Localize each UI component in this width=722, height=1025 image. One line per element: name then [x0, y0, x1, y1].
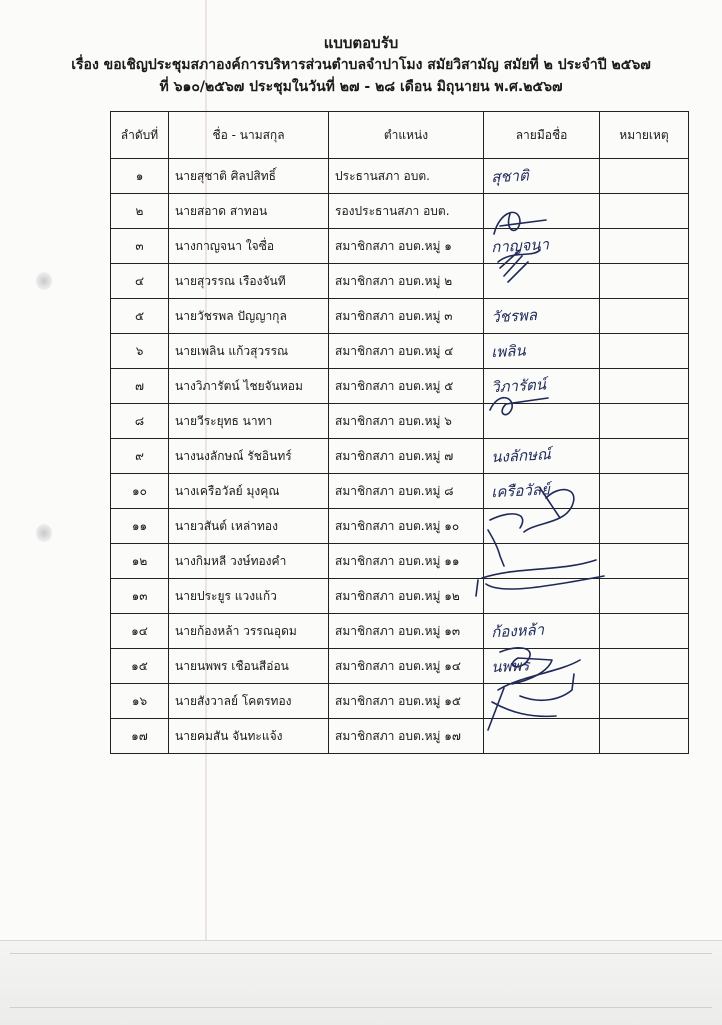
note-cell	[600, 369, 689, 404]
header-note: หมายเหตุ	[600, 112, 689, 159]
member-position: ประธานสภา อบต.	[329, 159, 484, 194]
member-position: สมาชิกสภา อบต.หมู่ ๘	[329, 474, 484, 509]
reference-line: ที่ ๖๑๐/๒๕๖๗ ประชุมในวันที่ ๒๗ - ๒๘ เดือน มิถุนายน พ.ศ.๒๕๖๗	[159, 79, 563, 95]
handwritten-signature: สุชาติ	[490, 166, 530, 187]
note-cell	[600, 264, 689, 299]
row-number: ๒	[111, 194, 169, 229]
signature-cell	[484, 474, 600, 509]
handwritten-signature: กาญจนา	[490, 235, 550, 257]
note-cell	[600, 509, 689, 544]
row-number: ๑๖	[111, 684, 169, 719]
attendance-table	[110, 111, 689, 754]
member-position: สมาชิกสภา อบต.หมู่ ๖	[329, 404, 484, 439]
row-number: ๑๓	[111, 579, 169, 614]
member-name: นายคมสัน จันทะแจ้ง	[169, 719, 329, 754]
member-name: นางกิมหลี วงษ์ทองคำ	[169, 544, 329, 579]
handwritten-signature: วิภารัตน์	[490, 375, 547, 397]
member-position: สมาชิกสภา อบต.หมู่ ๔	[329, 334, 484, 369]
note-cell	[600, 544, 689, 579]
member-name: นายสุชาติ ศิลปสิทธิ์	[169, 159, 329, 194]
header-name: ชื่อ - นามสกุล	[169, 112, 329, 159]
member-position: สมาชิกสภา อบต.หมู่ ๓	[329, 299, 484, 334]
signature-cell	[484, 369, 600, 404]
row-number: ๑๕	[111, 649, 169, 684]
handwritten-signature: วัชรพล	[490, 305, 538, 327]
member-name: นางวิภารัตน์ ไชยจันหอม	[169, 369, 329, 404]
note-cell	[600, 579, 689, 614]
row-number: ๑๒	[111, 544, 169, 579]
row-number: ๕	[111, 299, 169, 334]
member-position: สมาชิกสภา อบต.หมู่ ๑๓	[329, 614, 484, 649]
signature-cell	[484, 334, 600, 369]
signature-cell	[484, 719, 600, 754]
member-position: รองประธานสภา อบต.	[329, 194, 484, 229]
note-cell	[600, 159, 689, 194]
table-row	[111, 404, 689, 439]
member-name: นางกาญจนา ใจซื่อ	[169, 229, 329, 264]
signature-cell	[484, 614, 600, 649]
row-number: ๑๔	[111, 614, 169, 649]
member-position: สมาชิกสภา อบต.หมู่ ๒	[329, 264, 484, 299]
signature-cell	[484, 649, 600, 684]
scan-bottom-edge	[0, 940, 722, 1025]
note-cell	[600, 614, 689, 649]
row-number: ๗	[111, 369, 169, 404]
row-number: ๙	[111, 439, 169, 474]
table-row	[111, 369, 689, 404]
table-row	[111, 579, 689, 614]
member-name: นายนพพร เชือนสีอ่อน	[169, 649, 329, 684]
note-cell	[600, 439, 689, 474]
signature-cell	[484, 229, 600, 264]
member-position: สมาชิกสภา อบต.หมู่ ๕	[329, 369, 484, 404]
signature-cell	[484, 684, 600, 719]
member-name: นายสังวาลย์ โคตรทอง	[169, 684, 329, 719]
row-number: ๘	[111, 404, 169, 439]
table-row	[111, 439, 689, 474]
member-name: นายวัชรพล ปัญญากุล	[169, 299, 329, 334]
table-row	[111, 334, 689, 369]
note-cell	[600, 649, 689, 684]
table-row	[111, 614, 689, 649]
table-row	[111, 544, 689, 579]
member-position: สมาชิกสภา อบต.หมู่ ๗	[329, 439, 484, 474]
row-number: ๑๐	[111, 474, 169, 509]
note-cell	[600, 404, 689, 439]
row-number: ๓	[111, 229, 169, 264]
member-position: สมาชิกสภา อบต.หมู่ ๑๐	[329, 509, 484, 544]
row-number: ๖	[111, 334, 169, 369]
member-position: สมาชิกสภา อบต.หมู่ ๑๗	[329, 719, 484, 754]
member-position: สมาชิกสภา อบต.หมู่ ๑๕	[329, 684, 484, 719]
member-name: นางนงลักษณ์ รัชอินทร์	[169, 439, 329, 474]
member-name: นายเพลิน แก้วสุวรรณ	[169, 334, 329, 369]
subject-line: เรื่อง ขอเชิญประชุมสภาองค์การบริหารส่วนตำบลจำปาโมง สมัยวิสามัญ สมัยที่ ๒ ประจำปี ๒๕๖๗	[71, 57, 651, 73]
signature-cell	[484, 404, 600, 439]
table-row	[111, 194, 689, 229]
table-row	[111, 299, 689, 334]
signature-cell	[484, 544, 600, 579]
member-position: สมาชิกสภา อบต.หมู่ ๑๒	[329, 579, 484, 614]
header-signature: ลายมือชื่อ	[484, 112, 600, 159]
signature-cell	[484, 159, 600, 194]
punch-hole	[36, 272, 52, 290]
member-name: นายสุวรรณ เรืองจันที	[169, 264, 329, 299]
signature-cell	[484, 299, 600, 334]
note-cell	[600, 194, 689, 229]
note-cell	[600, 299, 689, 334]
member-position: สมาชิกสภา อบต.หมู่ ๑๔	[329, 649, 484, 684]
handwritten-signature: เครือวัลย์	[490, 480, 551, 502]
member-position: สมาชิกสภา อบต.หมู่ ๑๑	[329, 544, 484, 579]
member-name: นายวสันต์ เหล่าทอง	[169, 509, 329, 544]
table-row	[111, 509, 689, 544]
member-name: นายประยูร แวงแก้ว	[169, 579, 329, 614]
table-row	[111, 264, 689, 299]
handwritten-signature: นพพร	[490, 656, 530, 677]
handwritten-signature: นงลักษณ์	[490, 445, 552, 467]
header-position: ตำแหน่ง	[329, 112, 484, 159]
member-name: นายวีระยุทธ นาทา	[169, 404, 329, 439]
note-cell	[600, 474, 689, 509]
note-cell	[600, 334, 689, 369]
header-no: ลำดับที่	[111, 112, 169, 159]
signature-cell	[484, 509, 600, 544]
signature-cell	[484, 264, 600, 299]
member-name: นายสอาด สาทอน	[169, 194, 329, 229]
row-number: ๑๑	[111, 509, 169, 544]
signature-cell	[484, 579, 600, 614]
table-row	[111, 474, 689, 509]
table-row	[111, 684, 689, 719]
row-number: ๑๗	[111, 719, 169, 754]
member-position: สมาชิกสภา อบต.หมู่ ๑	[329, 229, 484, 264]
member-name: นายก้องหล้า วรรณอุดม	[169, 614, 329, 649]
table-row	[111, 159, 689, 194]
signature-cell	[484, 439, 600, 474]
note-cell	[600, 684, 689, 719]
table-row	[111, 229, 689, 264]
row-number: ๔	[111, 264, 169, 299]
table-row	[111, 719, 689, 754]
row-number: ๑	[111, 159, 169, 194]
document-header	[0, 32, 722, 98]
member-name: นางเครือวัลย์ มุงคุณ	[169, 474, 329, 509]
note-cell	[600, 229, 689, 264]
table-row	[111, 649, 689, 684]
handwritten-signature: ก้องหล้า	[490, 620, 545, 642]
punch-hole	[36, 524, 52, 542]
note-cell	[600, 719, 689, 754]
signature-cell	[484, 194, 600, 229]
table-header-row	[111, 112, 689, 159]
handwritten-signature: เพลิน	[490, 341, 527, 362]
form-title: แบบตอบรับ	[323, 34, 399, 52]
